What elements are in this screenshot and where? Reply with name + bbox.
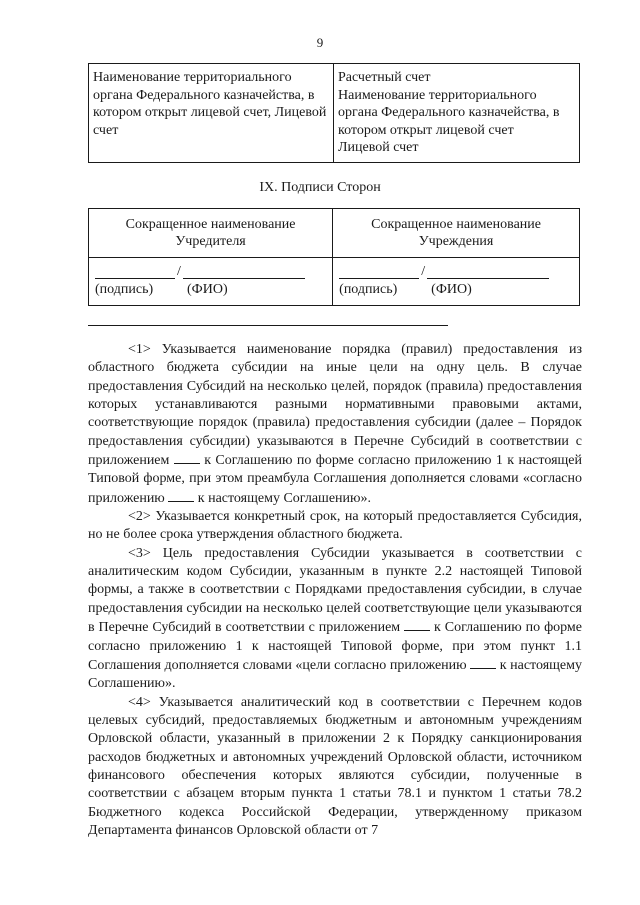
footnote-3 xyxy=(88,545,582,694)
footnote-2 xyxy=(88,508,582,545)
institution-signature-blank xyxy=(339,265,419,279)
requisites-table xyxy=(88,63,580,163)
institution-name-blank xyxy=(427,265,549,279)
appendix-number-blank xyxy=(470,656,496,669)
institution-signature-line xyxy=(339,265,573,279)
footnote-2-text: <2> Указывается конкретный срок, на который предоставляется Субсидия, но не более срока утверждения областного бюджета. xyxy=(88,509,582,543)
founder-signature-blank xyxy=(95,265,175,279)
treasury-body-label: Наименование территориального органа Федерального казначейства, в котором открыт лицевой счет xyxy=(338,87,560,138)
appendix-number-blank xyxy=(174,451,200,464)
appendix-number-blank xyxy=(404,618,430,631)
founder-signature-line xyxy=(95,265,326,279)
institution-name-caption: (ФИО) xyxy=(431,282,472,297)
institution-signature-captions xyxy=(339,281,573,298)
institution-header-cell xyxy=(333,209,580,258)
founder-signature-captions xyxy=(95,281,326,298)
footnote-1-text: <1> Указывается наименование порядка (правил) предоставления из областного бюджета субсидии на иные цели на одну цель. В случае предоставления Субсидий на несколько целей, порядок (правила) предоставления которых устанавливаются разными нормативными правовыми актами, соответствующие порядок (правила) предоставления субсидии (далее – Порядок предоставления субсидии) указываются в Перечне Субсидий в соответствии с приложением xyxy=(88,342,582,469)
footnote-3-text: к настоящему Соглашению». xyxy=(88,657,582,692)
requisites-left-cell xyxy=(89,64,334,163)
founder-slash: / xyxy=(177,264,181,279)
section-title: IX. Подписи Сторон xyxy=(259,180,381,195)
founder-header-cell xyxy=(89,209,333,258)
founder-signature-caption: (подпись) xyxy=(95,282,154,297)
founder-signature-cell xyxy=(89,258,333,306)
institution-signature-caption: (подпись) xyxy=(339,282,398,297)
requisites-left-text: Наименование территориального органа Федерального казначейства, в котором открыт лицевой счет, Лицевой счет xyxy=(93,70,327,138)
institution-slash: / xyxy=(421,264,426,279)
requisites-right-cell xyxy=(334,64,580,163)
signatures-table xyxy=(88,208,580,306)
institution-signature-cell xyxy=(333,258,580,306)
footnote-4-text: <4> Указывается аналитический код в соответствии с Перечнем кодов целевых субсидий, предоставляемых бюджетным и автономным учреждениям Орловской области, указанный в приложении 2 к Порядку санкционирования расходов бюджетных и автономных учреждений Орловской области, источником финансового обеспечения которых являются субсидии, полученные в соответствии с абзацем вторым пункта 1 статьи 78.1 и пунктом 1 статьи 78.2 Бюджетного кодекса Российской Федерации, утвержденному приказом Департамента финансов Орловской области от 7 xyxy=(88,694,582,838)
footnote-1-text: к настоящему Соглашению». xyxy=(194,490,371,506)
founder-name-blank xyxy=(183,265,305,279)
footnote-3-text: к Соглашению по форме согласно приложению 1 к настоящей Типовой форме, при этом пункт 1.1 Соглашения дополняется словами «цели согласно приложению xyxy=(88,620,583,673)
founder-name-caption: (ФИО) xyxy=(187,282,228,297)
founder-header: Сокращенное наименование Учредителя xyxy=(125,217,296,249)
footnote-1 xyxy=(88,341,582,508)
page-number: 9 xyxy=(316,35,324,50)
personal-account-label: Лицевой счет xyxy=(338,140,419,155)
institution-header: Сокращенное наименование Учреждения xyxy=(371,217,541,249)
settlement-account-label: Расчетный счет xyxy=(338,70,431,85)
footnote-1-text: к Соглашению по форме согласно приложению 1 к настоящей Типовой форме, при этом преамбула Соглашения дополняется словами «согласно приложению xyxy=(88,453,582,506)
footnote-3-text: <3> Цель предоставления Субсидии указывается в соответствии с аналитическим кодом Субсидии, указанным в пункте 2.2 настоящей Типовой формы, а также в соответствии с Порядками предоставления субсидии, в случае предоставления субсидии на несколько целей соответствующие цели указываются в Перечне Субсидий в соответствии с приложением xyxy=(88,545,582,636)
appendix-number-blank xyxy=(168,489,194,502)
footnote-4 xyxy=(88,694,582,841)
footnotes xyxy=(88,341,582,840)
footnote-separator xyxy=(88,325,448,326)
